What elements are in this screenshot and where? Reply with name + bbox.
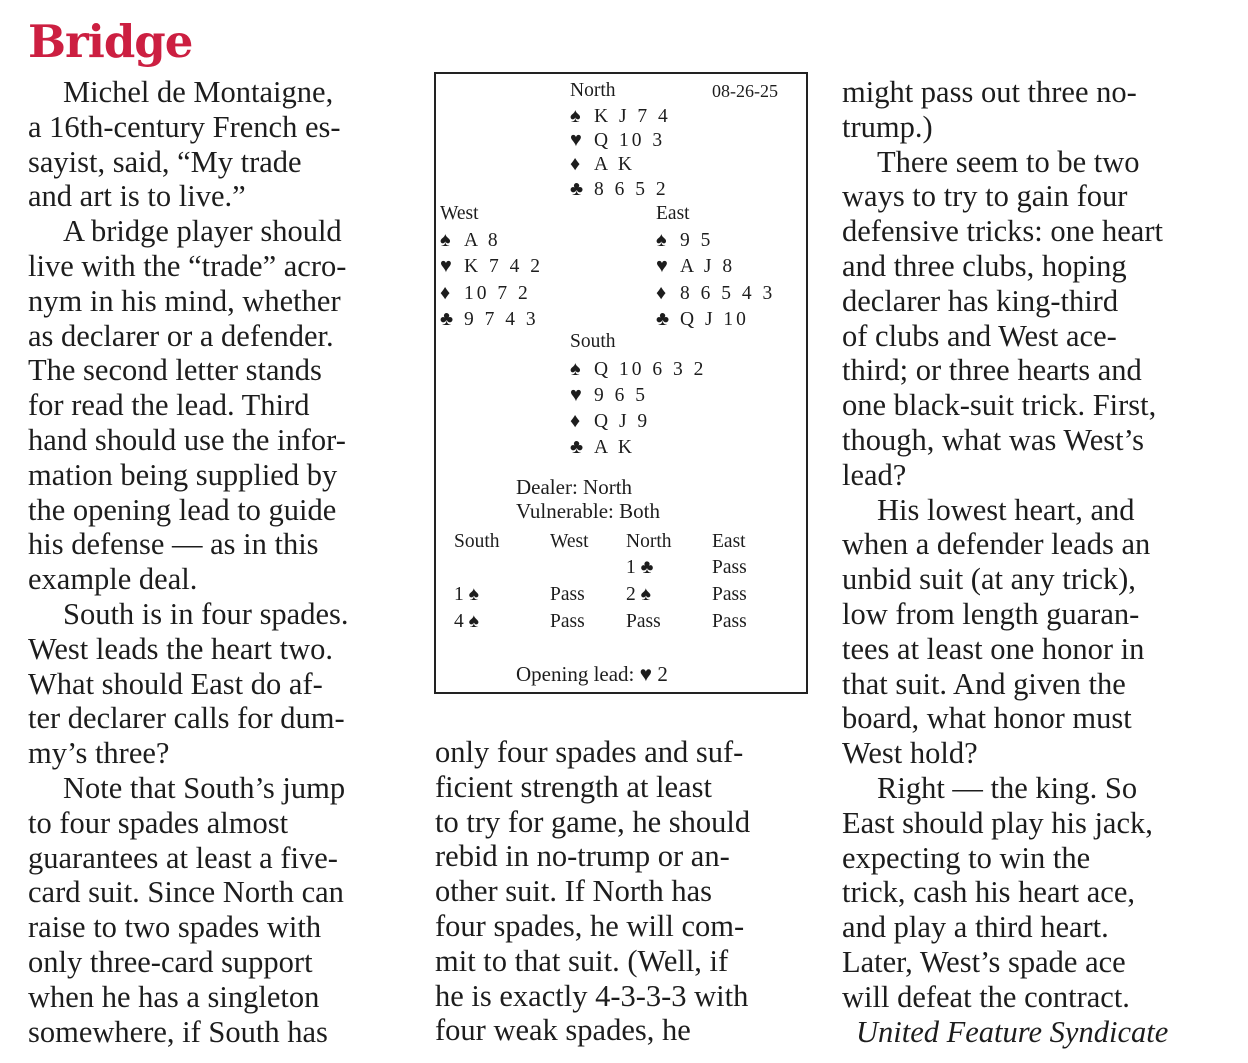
text-line: West leads the heart two. <box>28 631 333 666</box>
auction-bid: Pass <box>712 557 747 578</box>
auction-bid: Pass <box>626 611 661 632</box>
deal-date: 08-26-25 <box>712 81 778 101</box>
auction-bid: Pass <box>712 611 747 632</box>
east-label: East <box>656 203 690 224</box>
text-line: His lowest heart, and <box>877 492 1135 527</box>
west-clubs: ♣ 9 7 4 3 <box>440 308 539 330</box>
text-line: to four spades almost <box>28 805 289 840</box>
heart-icon: ♥ <box>656 255 668 277</box>
auction-bid: Pass <box>550 584 585 605</box>
north-clubs: ♣ 8 6 5 2 <box>570 178 669 200</box>
article-column-3 <box>842 75 1237 1049</box>
text-line: and play a third heart. <box>842 910 1109 945</box>
diamond-icon: ♦ <box>570 410 581 432</box>
south-label: South <box>570 331 616 352</box>
auction-bid: 4 ♠ <box>454 611 479 632</box>
text-line: trick, cash his heart ace, <box>842 875 1135 910</box>
text-line: when a defender leads an <box>842 527 1151 562</box>
text-line: live with the “trade” acro- <box>28 248 347 283</box>
text-line: when he has a singleton <box>28 979 320 1014</box>
club-icon: ♣ <box>570 436 584 458</box>
text-line: rebid in no-trump or an- <box>435 839 730 874</box>
text-line: board, what honor must <box>842 701 1132 736</box>
opening-lead: Opening lead: ♥ 2 <box>516 662 668 686</box>
text-line: four weak spades, he <box>435 1013 691 1048</box>
text-line: somewhere, if South has <box>28 1014 328 1049</box>
spade-icon: ♠ <box>656 229 667 251</box>
article-column-2 <box>435 735 815 1048</box>
text-line: trump.) <box>842 109 933 144</box>
text-line: low from length guaran- <box>842 596 1140 631</box>
north-label: North <box>570 80 616 101</box>
text-line: raise to two spades with <box>28 910 322 945</box>
spade-icon: ♠ <box>570 358 581 380</box>
heart-icon: ♥ <box>440 255 452 277</box>
text-line: he is exactly 4-3-3-3 with <box>435 978 749 1013</box>
page-title: Bridge <box>28 15 193 68</box>
north-spades: ♠ K J 7 4 <box>570 105 671 127</box>
text-line: expecting to win the <box>842 840 1091 875</box>
text-line: the opening lead to guide <box>28 492 337 527</box>
text-line: unbid suit (at any trick), <box>842 562 1136 597</box>
text-line: What should East do af- <box>28 666 323 701</box>
text-line: South is in four spades. <box>63 596 349 631</box>
text-line: sayist, said, “My trade <box>28 144 302 179</box>
text-line: four spades, he will com- <box>435 908 745 943</box>
heart-icon: ♥ <box>570 129 582 151</box>
north-diamonds: ♦ A K <box>570 153 635 175</box>
auction-bid: 2 ♠ <box>626 584 651 605</box>
club-icon: ♣ <box>440 308 454 330</box>
auction-bid: 1 ♠ <box>454 584 479 605</box>
text-line: a 16th-century French es- <box>28 109 341 144</box>
text-line: West hold? <box>842 736 978 771</box>
text-line: only three-card support <box>28 944 313 979</box>
text-line: Later, West’s spade ace <box>842 944 1126 979</box>
text-line: that suit. And given the <box>842 666 1126 701</box>
auction-header: East <box>712 531 746 552</box>
text-line: defensive tricks: one heart <box>842 214 1163 249</box>
text-line: Michel de Montaigne, <box>63 75 334 109</box>
east-diamonds: ♦ 8 6 5 4 3 <box>656 282 776 304</box>
text-line: card suit. Since North can <box>28 875 344 910</box>
auction-bid: 1 ♣ <box>626 557 654 578</box>
text-line: to try for game, he should <box>435 804 751 839</box>
west-diamonds: ♦ 10 7 2 <box>440 282 531 304</box>
article-column-1 <box>28 75 418 1049</box>
text-line: his defense — as in this <box>28 527 319 562</box>
spade-icon: ♠ <box>440 229 451 251</box>
text-line: There seem to be two <box>877 144 1140 179</box>
text-line: as declarer or a defender. <box>28 318 334 353</box>
dealer-info: Dealer: North <box>516 475 633 499</box>
text-line: East should play his jack, <box>842 805 1153 840</box>
east-hearts: ♥ A J 8 <box>656 255 736 277</box>
auction-header: West <box>550 531 589 552</box>
club-icon: ♣ <box>656 308 670 330</box>
text-line: only four spades and suf- <box>435 735 744 769</box>
text-line: ways to try to gain four <box>842 179 1128 214</box>
auction-bid: Pass <box>712 584 747 605</box>
north-hearts: ♥ Q 10 3 <box>570 129 666 151</box>
text-line: lead? <box>842 457 907 492</box>
text-line: A bridge player should <box>63 214 342 249</box>
text-line: one black-suit trick. First, <box>842 388 1157 423</box>
auction-header: North <box>626 531 672 552</box>
text-line: of clubs and West ace- <box>842 318 1117 353</box>
text-line: ficient strength at least <box>435 769 712 804</box>
text-line: third; or three hearts and <box>842 353 1142 388</box>
south-clubs: ♣ A K <box>570 436 635 458</box>
text-line: The second letter stands <box>28 353 322 388</box>
auction-bid: Pass <box>550 611 585 632</box>
west-spades: ♠ A 8 <box>440 229 501 251</box>
diamond-icon: ♦ <box>656 282 667 304</box>
text-line: for read the lead. Third <box>28 388 310 423</box>
heart-icon: ♥ <box>570 384 582 406</box>
auction-header: South <box>454 531 500 552</box>
spade-icon: ♠ <box>570 105 581 127</box>
text-line: Right — the king. So <box>877 770 1138 805</box>
text-line: and three clubs, hoping <box>842 248 1127 283</box>
text-line: tees at least one honor in <box>842 631 1145 666</box>
club-icon: ♣ <box>570 178 584 200</box>
vulnerability-info: Vulnerable: Both <box>516 499 660 523</box>
text-line: guarantees at least a five- <box>28 840 338 875</box>
text-line: my’s three? <box>28 736 170 771</box>
text-line: though, what was West’s <box>842 422 1144 457</box>
text-line: nym in his mind, whether <box>28 283 341 318</box>
south-hearts: ♥ 9 6 5 <box>570 384 648 406</box>
text-line: Note that South’s jump <box>63 770 346 805</box>
south-spades: ♠ Q 10 6 3 2 <box>570 358 707 380</box>
text-line: mit to that suit. (Well, if <box>435 943 729 978</box>
text-line: and art is to live.” <box>28 179 246 214</box>
text-line: will defeat the contract. <box>842 979 1130 1014</box>
diamond-icon: ♦ <box>570 153 581 175</box>
diamond-icon: ♦ <box>440 282 451 304</box>
syndicate-credit: United Feature Syndicate <box>856 1014 1169 1049</box>
text-line: declarer has king-third <box>842 283 1119 318</box>
text-line: other suit. If North has <box>435 874 712 909</box>
south-diamonds: ♦ Q J 9 <box>570 410 651 432</box>
text-line: hand should use the infor- <box>28 422 346 457</box>
west-hearts: ♥ K 7 4 2 <box>440 255 543 277</box>
east-spades: ♠ 9 5 <box>656 229 714 251</box>
text-line: example deal. <box>28 562 198 597</box>
text-line: ter declarer calls for dum- <box>28 701 345 736</box>
text-line: might pass out three no- <box>842 75 1137 109</box>
text-line: mation being supplied by <box>28 457 338 492</box>
east-clubs: ♣ Q J 10 <box>656 308 749 330</box>
west-label: West <box>440 203 479 224</box>
bridge-deal-diagram <box>434 72 808 694</box>
